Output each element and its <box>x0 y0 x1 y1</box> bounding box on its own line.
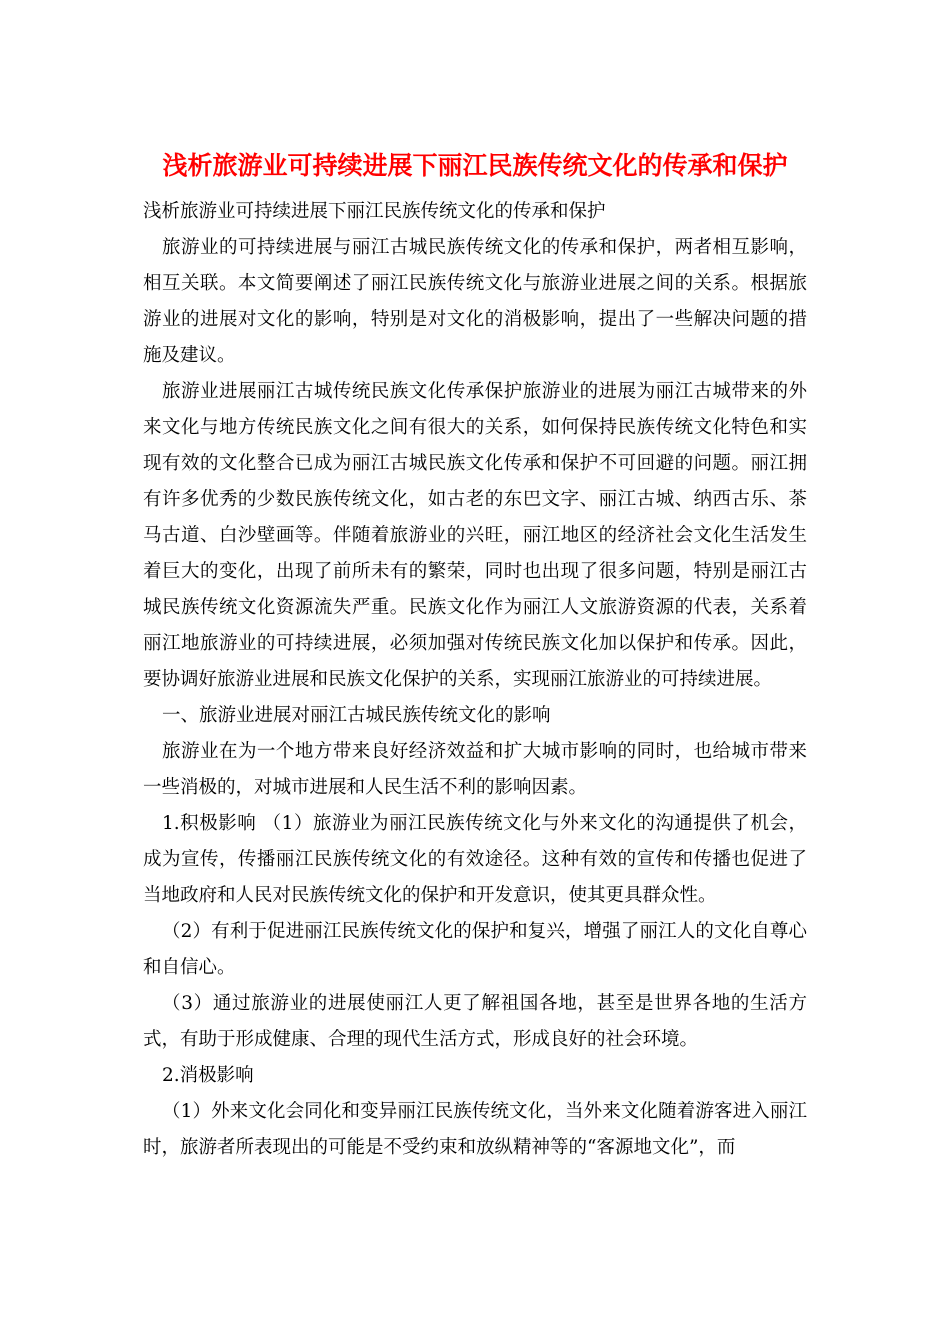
paragraph-positive-impact-1: 1.积极影响 （1）旅游业为丽江民族传统文化与外来文化的沟通提供了机会，成为宣传，传播丽江民族传统文化的有效途径。这种有效的宣传和传播也促进了当地政府和人民对民族传统文化的保护和开发意识，使其更具群众性。 <box>143 813 807 906</box>
paragraph-section-1-intro: 旅游业在为一个地方带来良好经济效益和扩大城市影响的同时，也给城市带来一些消极的，对城市进展和人民生活不利的影响因素。 <box>143 741 807 798</box>
subheading-negative-impact: 2.消极影响 <box>162 1065 254 1086</box>
section-heading-1: 一、旅游业进展对丽江古城民族传统文化的影响 <box>162 705 551 726</box>
document-body <box>143 194 807 1166</box>
paragraph-positive-impact-2: （2）有利于促进丽江民族传统文化的保护和复兴，增强了丽江人的文化自尊心和自信心。 <box>143 921 807 978</box>
paragraph-introduction: 旅游业进展丽江古城传统民族文化传承保护旅游业的进展为丽江古城带来的外来文化与地方传统民族文化之间有很大的关系，如何保持民族传统文化特色和实现有效的文化整合已成为丽江古城民族文化传承和保护不可回避的问题。丽江拥有许多优秀的少数民族传统文化，如古老的东巴文字、丽江古城、纳西古乐、茶马古道、白沙壁画等。伴随着旅游业的兴旺，丽江地区的经济社会文化生活发生着巨大的变化，出现了前所未有的繁荣，同时也出现了很多问题，特别是丽江古城民族传统文化资源流失严重。民族文化作为丽江人文旅游资源的代表，关系着丽江地旅游业的可持续进展，必须加强对传统民族文化加以保护和传承。因此，要协调好旅游业进展和民族文化保护的关系，实现丽江旅游业的可持续进展。 <box>143 381 807 690</box>
paragraph-negative-impact-1: （1）外来文化会同化和变异丽江民族传统文化，当外来文化随着游客进入丽江时，旅游者所表现出的可能是不受约束和放纵精神等的“客源地文化”，而 <box>143 1101 807 1158</box>
paragraph-subtitle: 浅析旅游业可持续进展下丽江民族传统文化的传承和保护 <box>143 201 606 222</box>
document-title: 浅析旅游业可持续进展下丽江民族传统文化的传承和保护 <box>162 151 788 180</box>
paragraph-abstract: 旅游业的可持续进展与丽江古城民族传统文化的传承和保护，两者相互影响，相互关联。本文简要阐述了丽江民族传统文化与旅游业进展之间的关系。根据旅游业的进展对文化的影响，特别是对文化的消极影响，提出了一些解决问题的措施及建议。 <box>143 237 807 366</box>
paragraph-positive-impact-3: （3）通过旅游业的进展使丽江人更了解祖国各地，甚至是世界各地的生活方式，有助于形成健康、合理的现代生活方式，形成良好的社会环境。 <box>143 993 807 1050</box>
